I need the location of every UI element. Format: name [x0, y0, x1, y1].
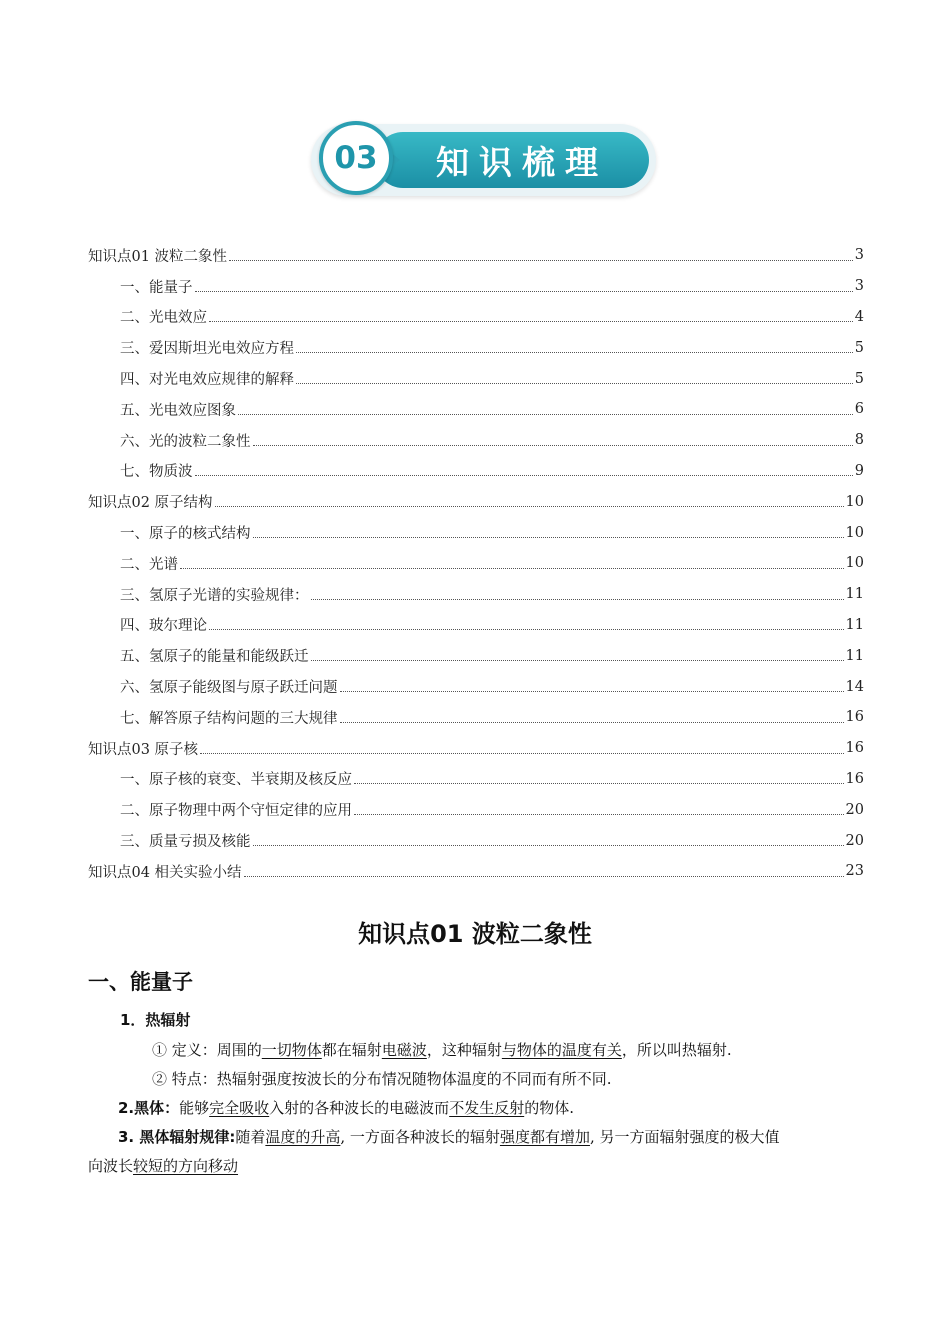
toc-entry-label: 五、氢原子的能量和能级跃迁	[120, 649, 309, 666]
toc-entry-label: 五、光电效应图象	[120, 402, 236, 419]
toc-entry-page: 11	[845, 586, 864, 603]
toc-entry-label: 知识点01 波粒二象性	[88, 248, 228, 265]
toc-entry-page: 10	[845, 493, 864, 510]
toc-entry[interactable]	[88, 548, 864, 579]
toc-entry-page: 3	[854, 278, 864, 295]
toc-entry-label: 四、对光电效应规律的解释	[120, 372, 294, 389]
toc-entry[interactable]	[88, 610, 864, 641]
toc-dot-leader	[311, 660, 844, 661]
toc-entry-label: 六、光的波粒二象性	[120, 433, 251, 450]
toc-dot-leader	[229, 260, 853, 261]
item3-blackbody-law: 3. 黑体辐射规律:随着温度的升高, 一方面各种波长的辐射强度都有增加, 另一方面辐射强度的极大值	[118, 1128, 780, 1146]
toc-entry-page: 6	[854, 401, 864, 418]
toc-entry-page: 16	[845, 770, 864, 787]
toc-entry-page: 11	[845, 616, 864, 633]
toc-entry-label: 一、原子核的衰变、半衰期及核反应	[120, 772, 352, 789]
toc-entry-label: 知识点02 原子结构	[88, 495, 213, 512]
toc-entry-label: 一、能量子	[120, 279, 193, 296]
toc-dot-leader	[340, 722, 844, 723]
toc-entry-label: 二、光电效应	[120, 310, 207, 327]
toc-entry[interactable]	[88, 425, 864, 456]
toc-entry[interactable]	[88, 486, 864, 517]
toc-dot-leader	[209, 629, 844, 630]
toc-entry-label: 七、物质波	[120, 464, 193, 481]
toc-dot-leader	[354, 783, 844, 784]
toc-dot-leader	[200, 753, 843, 754]
toc-dot-leader	[195, 475, 853, 476]
toc-entry-label: 一、原子的核式结构	[120, 526, 251, 543]
toc-entry-page: 3	[854, 247, 864, 264]
toc-dot-leader	[238, 414, 853, 415]
toc-entry-page: 4	[854, 308, 864, 325]
table-of-contents	[88, 240, 864, 887]
toc-entry-page: 11	[845, 647, 864, 664]
toc-entry-label: 二、光谱	[120, 556, 178, 573]
toc-dot-leader	[340, 691, 844, 692]
toc-entry[interactable]	[88, 394, 864, 425]
toc-entry[interactable]	[88, 271, 864, 302]
item1-heading: 1．热辐射	[120, 1011, 191, 1029]
toc-entry-label: 二、原子物理中两个守恒定律的应用	[120, 803, 352, 820]
toc-entry[interactable]	[88, 764, 864, 795]
toc-entry-page: 16	[845, 709, 864, 726]
toc-entry[interactable]	[88, 517, 864, 548]
toc-entry-label: 知识点04 相关实验小结	[88, 864, 242, 881]
toc-entry-label: 三、质量亏损及核能	[120, 834, 251, 851]
item3-continuation: 向波长较短的方向移动	[88, 1157, 239, 1175]
subsection-title: 一、能量子	[88, 970, 193, 994]
toc-entry[interactable]	[88, 302, 864, 333]
toc-entry-page: 16	[845, 740, 864, 757]
toc-dot-leader	[244, 876, 844, 877]
banner-number-circle	[319, 121, 393, 195]
toc-entry-label: 知识点03 原子核	[88, 741, 199, 758]
toc-entry-page: 23	[845, 863, 864, 880]
item1-definition: ① 定义：周围的一切物体都在辐射电磁波，这种辐射与物体的温度有关，所以叫热辐射.	[152, 1041, 732, 1059]
toc-entry-page: 9	[854, 462, 864, 479]
toc-entry[interactable]	[88, 825, 864, 856]
section-title: 知识点01 波粒二象性	[358, 920, 592, 948]
toc-dot-leader	[253, 537, 844, 538]
toc-dot-leader	[195, 291, 853, 292]
toc-dot-leader	[253, 845, 844, 846]
toc-entry-page: 5	[854, 339, 864, 356]
toc-entry[interactable]	[88, 456, 864, 487]
toc-dot-leader	[296, 383, 853, 384]
toc-entry-label: 三、氢原子光谱的实验规律：	[120, 587, 309, 604]
toc-entry-page: 5	[854, 370, 864, 387]
toc-dot-leader	[180, 568, 844, 569]
toc-entry[interactable]	[88, 671, 864, 702]
toc-entry-label: 三、爱因斯坦光电效应方程	[120, 341, 294, 358]
toc-dot-leader	[296, 352, 853, 353]
toc-entry[interactable]	[88, 794, 864, 825]
toc-dot-leader	[209, 321, 853, 322]
toc-entry-page: 8	[854, 432, 864, 449]
item2-blackbody: 2.黑体：能够完全吸收入射的各种波长的电磁波而不发生反射的物体.	[118, 1099, 574, 1117]
toc-entry[interactable]	[88, 702, 864, 733]
toc-entry-label: 四、玻尔理论	[120, 618, 207, 635]
toc-entry-label: 七、解答原子结构问题的三大规律	[120, 710, 338, 727]
toc-dot-leader	[354, 814, 844, 815]
toc-entry[interactable]	[88, 640, 864, 671]
banner-title: 知识梳理	[436, 142, 608, 182]
banner-title-bar	[375, 132, 649, 188]
toc-entry-page: 10	[845, 555, 864, 572]
item1-feature: ② 特点：热辐射强度按波长的分布情况随物体温度的不同而有所不同.	[152, 1070, 612, 1088]
toc-entry[interactable]	[88, 579, 864, 610]
toc-entry[interactable]	[88, 332, 864, 363]
toc-entry[interactable]	[88, 856, 864, 887]
toc-dot-leader	[215, 506, 844, 507]
section-banner	[291, 118, 658, 198]
toc-entry[interactable]	[88, 733, 864, 764]
toc-entry-page: 10	[845, 524, 864, 541]
toc-entry[interactable]	[88, 363, 864, 394]
toc-entry-label: 六、氢原子能级图与原子跃迁问题	[120, 680, 338, 697]
toc-entry-page: 20	[845, 801, 864, 818]
toc-entry[interactable]	[88, 240, 864, 271]
toc-dot-leader	[253, 445, 853, 446]
toc-entry-page: 14	[845, 678, 864, 695]
toc-entry-page: 20	[845, 832, 864, 849]
toc-dot-leader	[311, 599, 844, 600]
banner-number: 03	[334, 140, 378, 176]
